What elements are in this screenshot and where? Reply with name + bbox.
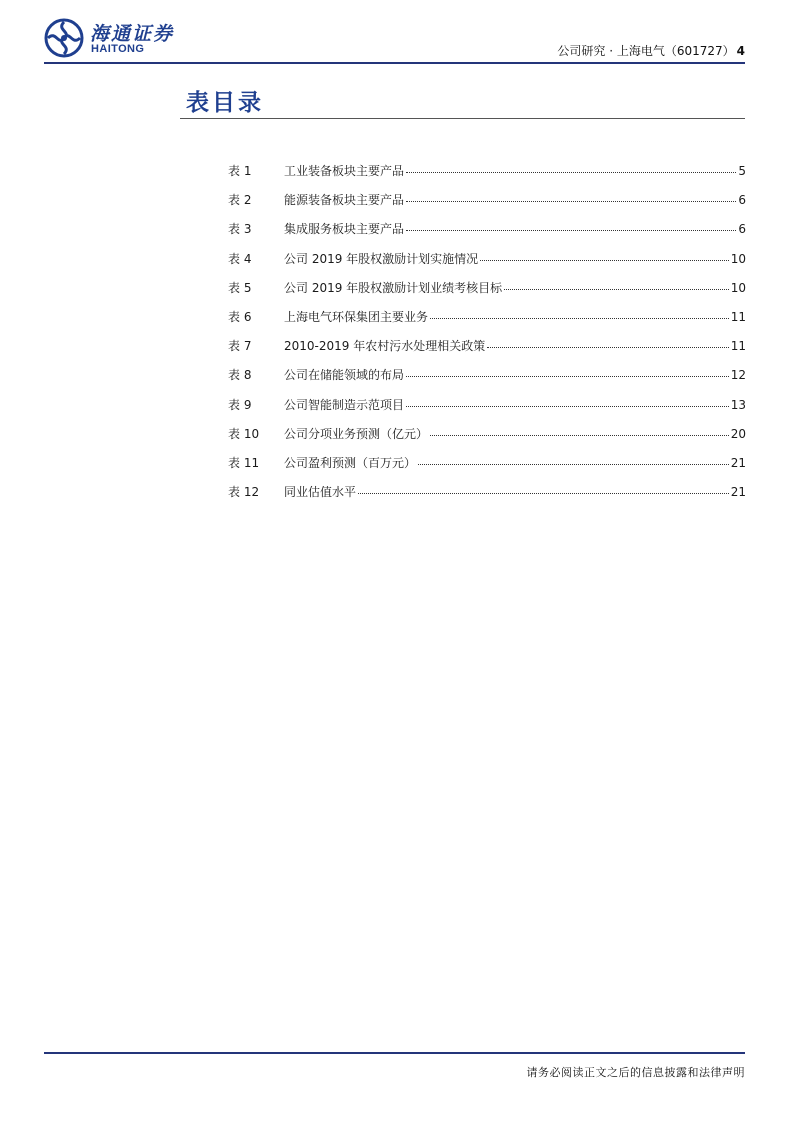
footer-divider (44, 1052, 745, 1054)
toc-entry-page: 11 (730, 339, 746, 354)
toc-entry[interactable] (228, 454, 746, 483)
toc-entry-title: 公司 2019 年股权激励计划业绩考核目标 (284, 280, 503, 295)
toc-entry[interactable] (228, 483, 746, 512)
toc-entry-page: 10 (730, 280, 746, 295)
toc-entry-title: 公司在储能领域的布局 (284, 368, 405, 383)
toc-entry-page: 6 (738, 222, 746, 237)
toc-entry[interactable] (228, 366, 746, 395)
toc-dot-leader (504, 289, 729, 290)
toc-entry[interactable] (228, 425, 746, 454)
toc-entry[interactable] (228, 337, 746, 366)
toc-dot-leader (406, 376, 729, 377)
toc-dot-leader (406, 230, 736, 231)
page-number: 4 (736, 44, 745, 58)
toc-entry-page: 5 (738, 164, 746, 178)
footer-disclaimer: 请务必阅读正文之后的信息披露和法律声明 (526, 1066, 745, 1079)
toc-dot-leader (406, 406, 729, 407)
toc-entry-label: 表 6 (228, 309, 252, 324)
brand-name-en: HAITONG (91, 43, 145, 55)
toc-entry-page: 10 (730, 251, 746, 266)
toc-entry-label: 表 5 (228, 280, 252, 295)
toc-entry-page: 21 (730, 455, 746, 470)
title-divider (180, 118, 745, 119)
toc-entry-label: 表 3 (228, 222, 252, 237)
toc-entry-title: 公司 2019 年股权激励计划实施情况 (284, 251, 479, 266)
company-logo (44, 18, 204, 58)
table-of-tables (228, 162, 746, 512)
header-divider (44, 62, 745, 64)
toc-entry-page: 13 (730, 397, 746, 412)
toc-dot-leader (480, 260, 729, 261)
toc-entry-label: 表 7 (228, 339, 252, 354)
toc-entry-label: 表 2 (228, 193, 252, 208)
toc-entry-page: 6 (738, 193, 746, 208)
toc-entry-title: 集成服务板块主要产品 (284, 222, 405, 237)
toc-dot-leader (406, 172, 736, 173)
toc-entry-title: 公司智能制造示范项目 (284, 397, 405, 412)
toc-entry-label: 表 4 (228, 251, 252, 266)
report-info-text: 公司研究 · 上海电气（601727） (557, 44, 735, 58)
toc-entry[interactable] (228, 279, 746, 308)
toc-dot-leader (487, 347, 728, 348)
toc-entry-page: 12 (730, 368, 746, 383)
toc-entry-page: 21 (730, 485, 746, 500)
toc-entry-label: 表 1 (228, 164, 252, 178)
toc-entry-label: 表 12 (228, 485, 260, 500)
toc-entry[interactable] (228, 191, 746, 220)
brand-name-cn: 海通证券 (90, 23, 175, 45)
toc-entry[interactable] (228, 220, 746, 249)
toc-entry-title: 工业装备板块主要产品 (284, 164, 405, 178)
toc-dot-leader (430, 435, 729, 436)
toc-entry[interactable] (228, 250, 746, 279)
toc-entry-title: 公司盈利预测（百万元） (284, 455, 417, 470)
toc-dot-leader (430, 318, 729, 319)
toc-entry-label: 表 8 (228, 368, 252, 383)
toc-entry-title: 2010-2019 年农村污水处理相关政策 (284, 339, 486, 354)
toc-entry[interactable] (228, 162, 746, 191)
toc-entry[interactable] (228, 396, 746, 425)
toc-dot-leader (406, 201, 736, 202)
toc-entry[interactable] (228, 308, 746, 337)
toc-entry-title: 公司分项业务预测（亿元） (284, 426, 429, 441)
toc-entry-label: 表 10 (228, 426, 260, 441)
toc-entry-title: 同业估值水平 (284, 485, 357, 500)
toc-entry-page: 11 (730, 309, 746, 324)
toc-entry-label: 表 11 (228, 455, 260, 470)
toc-dot-leader (418, 464, 729, 465)
toc-title: 表目录 (186, 89, 264, 116)
toc-entry-title: 上海电气环保集团主要业务 (284, 309, 429, 324)
toc-entry-title: 能源装备板块主要产品 (284, 193, 405, 208)
toc-dot-leader (358, 493, 729, 494)
toc-entry-label: 表 9 (228, 397, 252, 412)
toc-entry-page: 20 (730, 426, 746, 441)
report-header-info (557, 42, 745, 59)
haitong-logo-icon (44, 18, 84, 58)
